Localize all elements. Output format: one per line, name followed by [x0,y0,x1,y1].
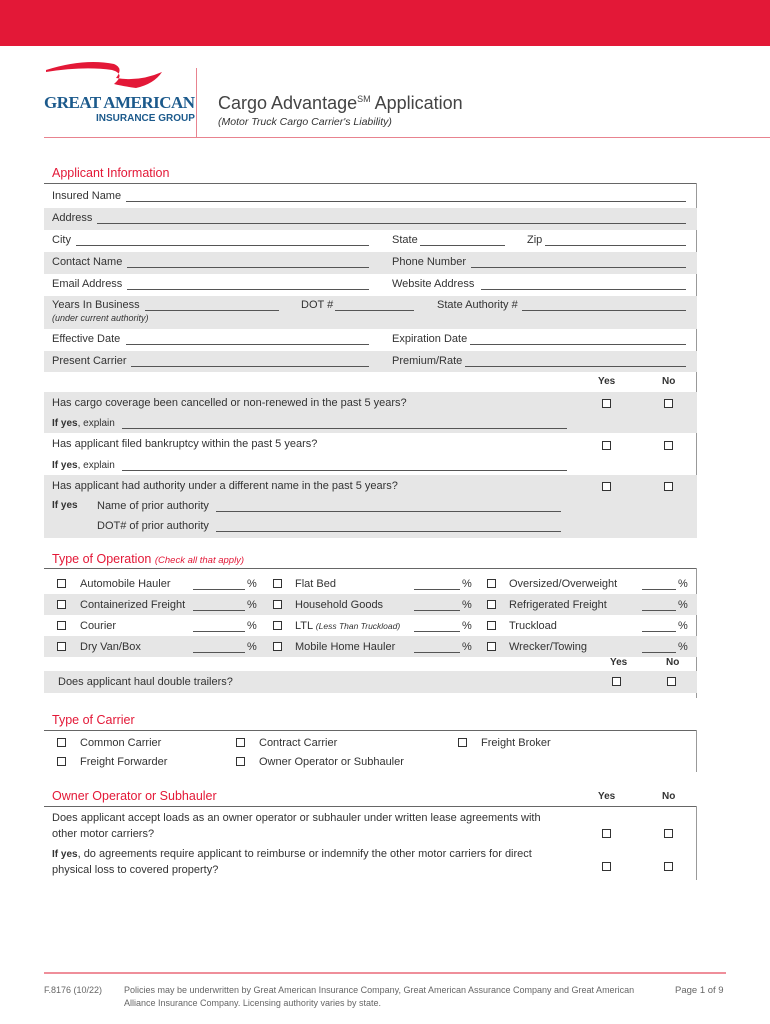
owner-q2-no-checkbox[interactable] [664,862,673,871]
operation-automobile-hauler-label: Automobile Hauler [80,578,171,590]
prior-dot-field[interactable] [216,531,561,532]
double-no-checkbox[interactable] [667,677,676,686]
state-label: State [392,234,418,246]
double-yes-checkbox[interactable] [612,677,621,686]
prior-name-field[interactable] [216,511,561,512]
address-label: Address [52,212,93,224]
zip-label: Zip [527,234,543,246]
footer-rule [44,972,726,974]
owner-q1-no-checkbox[interactable] [664,829,673,838]
operation-ltl-label: LTL (Less Than Truckload) [295,620,401,632]
operation-dry-van-box-label: Dry Van/Box [80,641,141,653]
operation-mobile-home-hauler-percent-field[interactable] [414,652,460,653]
q2-explain-label: If yes, explain [52,460,115,471]
operation-truckload-label: Truckload [509,620,557,632]
percent-sign: % [678,599,688,611]
operation-automobile-hauler-checkbox[interactable] [57,579,66,588]
operation-truckload-checkbox[interactable] [487,621,496,630]
yes-header: Yes [598,376,616,387]
carrier-freight-broker-checkbox[interactable] [458,738,467,747]
operation-household-goods-checkbox[interactable] [273,600,282,609]
percent-sign: % [462,599,472,611]
operation-household-goods-percent-field[interactable] [414,610,460,611]
operation-wrecker-towing-label: Wrecker/Towing [509,641,588,653]
double-no-header: No [666,657,680,668]
section-owner-heading: Owner Operator or Subhauler [52,789,217,803]
percent-sign: % [678,620,688,632]
percent-sign: % [247,599,257,611]
question-double-trailers: Does applicant haul double trailers? [58,676,233,688]
state-authority-label: State Authority # [437,299,518,311]
operation-containerized-freight-label: Containerized Freight [80,599,186,611]
percent-sign: % [462,620,472,632]
operation-oversized-overweight-percent-field[interactable] [642,589,676,590]
premium-label: Premium/Rate [392,355,463,367]
section-applicant-heading: Applicant Information [52,166,170,180]
question-bankruptcy: Has applicant filed bankruptcy within the past 5 years? [52,438,318,450]
insured-name-field[interactable] [126,201,686,202]
page-title: Cargo Advantage℠ Application [218,93,463,113]
operation-oversized-overweight-label: Oversized/Overweight [509,578,618,590]
q3-no-checkbox[interactable] [664,482,673,491]
section-operation-heading: Type of Operation (Check all that apply) [52,552,245,566]
operation-mobile-home-hauler-label: Mobile Home Hauler [295,641,396,653]
q1-explain-field[interactable] [122,428,567,429]
percent-sign: % [247,620,257,632]
email-label: Email Address [52,278,123,290]
owner-q1-line1: Does applicant accept loads as an owner operator or subhauler under written lease agreements with [52,812,541,824]
state-authority-field[interactable] [522,310,686,311]
carrier-freight-forwarder-checkbox[interactable] [57,757,66,766]
operation-refrigerated-freight-checkbox[interactable] [487,600,496,609]
operation-courier-percent-field[interactable] [193,631,245,632]
operation-courier-label: Courier [80,620,117,632]
operation-refrigerated-freight-label: Refrigerated Freight [509,599,607,611]
years-field[interactable] [145,310,279,311]
city-label: City [52,234,71,246]
present-carrier-label: Present Carrier [52,355,127,367]
logo-name: GREAT AMERICAN [44,93,195,112]
footer-disclaimer-line2: Alliance Insurance Company. Licensing authority varies by state. [124,998,381,1008]
operation-oversized-overweight-checkbox[interactable] [487,579,496,588]
insured-name-label: Insured Name [52,190,122,202]
carrier-owner-operator-or-subhauler-label: Owner Operator or Subhauler [259,756,404,768]
percent-sign: % [247,641,257,653]
operation-dry-van-box-percent-field[interactable] [193,652,245,653]
operation-flat-bed-checkbox[interactable] [273,579,282,588]
operation-dry-van-box-checkbox[interactable] [57,642,66,651]
carrier-freight-forwarder-label: Freight Forwarder [80,756,168,768]
effective-date-label: Effective Date [52,333,121,345]
years-label: Years In Business [52,299,140,311]
page-subtitle: (Motor Truck Cargo Carrier's Liability) [218,116,392,128]
dot-field[interactable] [335,310,414,311]
percent-sign: % [678,578,688,590]
q2-no-checkbox[interactable] [664,441,673,450]
operation-refrigerated-freight-percent-field[interactable] [642,610,676,611]
operation-household-goods-label: Household Goods [295,599,384,611]
operation-containerized-freight-percent-field[interactable] [193,610,245,611]
dot-label: DOT # [301,299,334,311]
expiration-date-label: Expiration Date [392,333,468,345]
city-field[interactable] [76,245,369,246]
operation-wrecker-towing-checkbox[interactable] [487,642,496,651]
q2-explain-field[interactable] [122,470,567,471]
owner-yes-header: Yes [598,791,616,802]
carrier-common-carrier-label: Common Carrier [80,737,162,749]
owner-q2-line2: physical loss to covered property? [52,864,219,876]
form-number: F.8176 (10/22) [44,985,103,995]
carrier-freight-broker-label: Freight Broker [481,737,551,749]
operation-mobile-home-hauler-checkbox[interactable] [273,642,282,651]
present-carrier-field[interactable] [131,366,369,367]
operation-wrecker-towing-percent-field[interactable] [642,652,676,653]
operation-flat-bed-label: Flat Bed [295,578,336,590]
operation-truckload-percent-field[interactable] [642,631,676,632]
question-prior-authority: Has applicant had authority under a different name in the past 5 years? [52,480,398,492]
website-label: Website Address [392,278,475,290]
email-field[interactable] [127,289,369,290]
operation-ltl-checkbox[interactable] [273,621,282,630]
address-field[interactable] [97,223,686,224]
q2-yes-checkbox[interactable] [602,441,611,450]
operation-courier-checkbox[interactable] [57,621,66,630]
state-field[interactable] [420,245,505,246]
operation-automobile-hauler-percent-field[interactable] [193,589,245,590]
effective-date-field[interactable] [126,344,369,345]
operation-ltl-percent-field[interactable] [414,631,460,632]
carrier-common-carrier-checkbox[interactable] [57,738,66,747]
carrier-contract-carrier-label: Contract Carrier [259,737,338,749]
years-note: (under current authority) [52,313,149,323]
prior-name-label: Name of prior authority [97,500,209,512]
header-rule [44,137,770,138]
contact-name-label: Contact Name [52,256,123,268]
owner-q1-yes-checkbox[interactable] [602,829,611,838]
q3-yes-checkbox[interactable] [602,482,611,491]
owner-q2-yes-checkbox[interactable] [602,862,611,871]
phone-field[interactable] [471,267,686,268]
header-divider [196,68,197,138]
percent-sign: % [462,578,472,590]
q1-yes-checkbox[interactable] [602,399,611,408]
page-number: Page 1 of 9 [675,985,724,996]
q1-no-checkbox[interactable] [664,399,673,408]
double-yes-header: Yes [610,657,628,668]
q1-explain-label: If yes, explain [52,418,115,429]
section-carrier-heading: Type of Carrier [52,713,135,727]
percent-sign: % [247,578,257,590]
operation-flat-bed-percent-field[interactable] [414,589,460,590]
question-cancelled: Has cargo coverage been cancelled or non-renewed in the past 5 years? [52,397,407,409]
owner-q1-line2: other motor carriers? [52,828,155,840]
logo-subname: INSURANCE GROUP [96,113,195,124]
website-field[interactable] [481,289,686,290]
top-banner [0,0,770,46]
prior-dot-label: DOT# of prior authority [97,520,209,532]
q3-if-yes-label: If yes [52,500,78,511]
percent-sign: % [462,641,472,653]
carrier-contract-carrier-checkbox[interactable] [236,738,245,747]
premium-field[interactable] [465,366,686,367]
percent-sign: % [678,641,688,653]
owner-q2-line1: If yes, do agreements require applicant to reimburse or indemnify the other motor carriers for direct [52,848,532,860]
footer-disclaimer-line1: Policies may be underwritten by Great American Insurance Company, Great American Assurance Company and Great American [124,985,635,995]
contact-name-field[interactable] [127,267,369,268]
no-header: No [662,376,676,387]
carrier-owner-operator-or-subhauler-checkbox[interactable] [236,757,245,766]
expiration-date-field[interactable] [470,344,686,345]
operation-containerized-freight-checkbox[interactable] [57,600,66,609]
phone-label: Phone Number [392,256,466,268]
owner-no-header: No [662,791,676,802]
zip-field[interactable] [545,245,686,246]
